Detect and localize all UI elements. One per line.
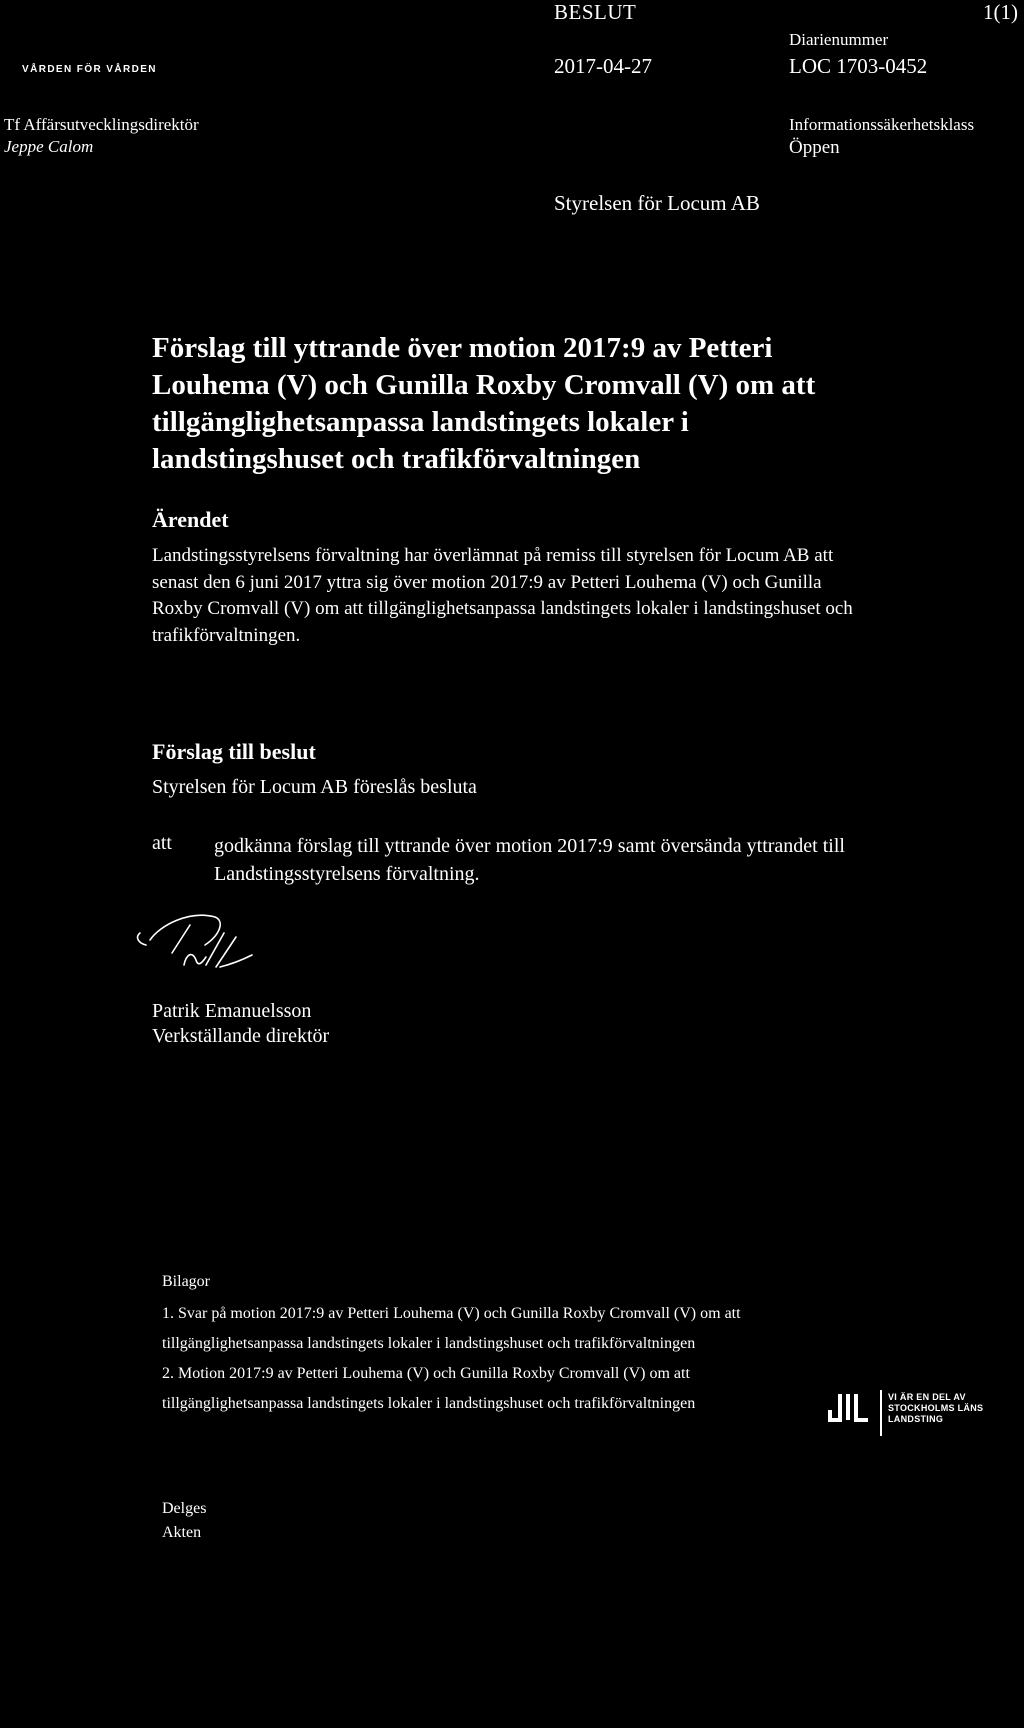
sll-logo-text: VI ÄR EN DEL AV STOCKHOLMS LÄNS LANDSTING bbox=[888, 1392, 984, 1424]
signer-name: Patrik Emanuelsson bbox=[152, 1000, 312, 1022]
arendet-text: Landstingsstyrelsens förvaltning har överlämnat på remiss till styrelsen för Locum AB att senast den 6 juni 2017 yttra sig över motion 2017:9 av Petteri Louhema (V) och Gunilla Roxby Cromvall (V) om att tillgänglighetsanpassa landstingets lokaler i landstingshuset och trafikförvaltningen. bbox=[152, 545, 853, 646]
arendet-heading: Ärendet bbox=[152, 507, 229, 532]
recipient: Styrelsen för Locum AB bbox=[554, 191, 760, 215]
diarie-label: Diarienummer bbox=[789, 30, 889, 49]
att-text: godkänna förslag till yttrande över motion 2017:9 samt översända yttrandet till Landstingsstyrelsens förvaltning. bbox=[214, 835, 845, 885]
author-name: Jeppe Calom bbox=[4, 137, 94, 156]
handwritten-signature bbox=[120, 905, 280, 995]
delges-label: Delges bbox=[162, 1500, 207, 1517]
document-type: BESLUT bbox=[554, 0, 637, 24]
att-label: att bbox=[152, 832, 172, 854]
page-number: 1(1) bbox=[983, 0, 1018, 24]
security-class-label: Informationssäkerhetsklass bbox=[789, 115, 975, 134]
list-item: 2. Motion 2017:9 av Petteri Louhema (V) och Gunilla Roxby Cromvall (V) om att tillgänglighetsanpassa landstingets lokaler i landstingshuset och trafikförvaltningen bbox=[162, 1365, 696, 1412]
security-class-value: Öppen bbox=[789, 137, 840, 158]
document-title: Förslag till yttrande över motion 2017:9 av Petteri Louhema (V) och Gunilla Roxby Cromvall (V) om att tillgänglighetsanpassa landstingets lokaler i landstingshuset och trafikförvaltningen bbox=[152, 332, 816, 475]
delges-value: Akten bbox=[162, 1524, 202, 1541]
diarie-number: LOC 1703-0452 bbox=[789, 54, 928, 78]
org-logo-text: VÅRDEN FÖR VÅRDEN bbox=[22, 64, 157, 75]
bilagor-list bbox=[162, 1299, 782, 1419]
sll-divider bbox=[880, 1390, 882, 1436]
document-date: 2017-04-27 bbox=[554, 54, 652, 78]
signer-title: Verkställande direktör bbox=[152, 1025, 330, 1047]
forslag-heading: Förslag till beslut bbox=[152, 739, 316, 764]
list-item: 1. Svar på motion 2017:9 av Petteri Louhema (V) och Gunilla Roxby Cromvall (V) om att tillgänglighetsanpassa landstingets lokaler i landstingshuset och trafikförvaltningen bbox=[162, 1305, 741, 1352]
sll-logo-icon bbox=[826, 1692, 872, 1728]
author-role: Tf Affärsutvecklingsdirektör bbox=[4, 115, 199, 134]
bilagor-label: Bilagor bbox=[162, 1273, 210, 1290]
sll-logo bbox=[826, 1390, 1006, 1440]
forslag-intro: Styrelsen för Locum AB föreslås besluta bbox=[152, 776, 477, 798]
sll-mark-icon bbox=[826, 1394, 872, 1428]
